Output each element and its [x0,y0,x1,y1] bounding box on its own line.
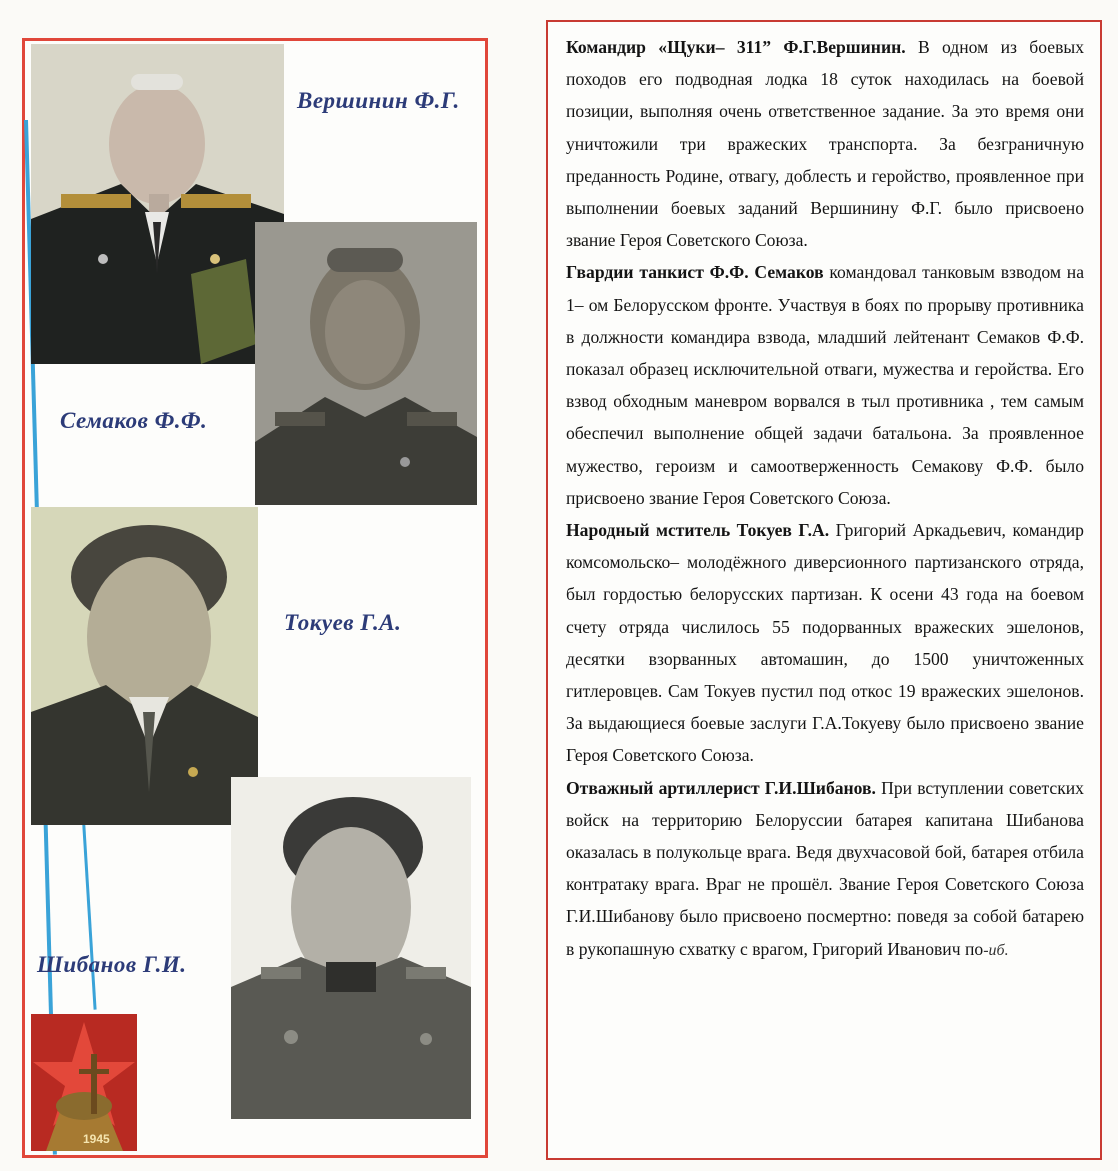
paragraph-body: При вступлении советских войск на территорию Белоруссии батарея капитана Шибанова оказалась в полукольце врага. Ведя двухчасовой бой, батарея отбила контратаку врага. Враг не прошёл. Звание Героя Советского Союза Г.И.Шибанову было присвоено посмертно: поведя за собой батарею в рукопашную схватку с врагом, Григорий Иванович по [566,777,1084,959]
victory-emblem [31,1014,137,1151]
paragraph-tokuev [566,514,1084,772]
continuation-mark: -иб. [983,941,1009,959]
paragraph-heading: Отважный артиллерист Г.И.Шибанов. [566,777,876,798]
portrait-photo-tokuev [31,507,258,825]
paragraph-semakov [566,256,1084,514]
biography-text-panel [546,20,1102,1160]
portrait-name-tokuev: Токуев Г.А. [284,610,402,635]
paragraph-body: командовал танковым взводом на 1– ом Белорусском фронте. Участвуя в боях по прорыву противника в должности командира взвода, младший лейтенант Семаков Ф.Ф. показал образец исключительной отваги, мужества и геройства. Его взвод обходным маневром ворвался в тыл противника , тем самым обеспечил выполнение общей задачи батальона. За проявленное мужество, героизм и самоотверженность Семакову Ф.Ф. было присвоено звание Героя Советского Союза. [566,262,1084,508]
portrait-name-semakov: Семаков Ф.Ф. [60,408,208,433]
portrait-photo-vershinin [31,44,284,364]
paragraph-body: Григорий Аркадьевич, командир комсомольско– молодёжного диверсионного партизанского отряда, был гордостью белорусских партизан. К осени 43 года на боевом счету отряда числилось 55 подорванных вражеских эшелонов, десятки взорванных автомашин, до 1500 уничтоженных гитлеровцев. Сам Токуев пустил под откос 19 вражеских эшелонов. За выдающиеся боевые заслуги Г.А.Токуеву было присвоено звание Героя Советского Союза. [566,520,1084,766]
portrait-photo-shibanov [231,777,471,1119]
paragraph-vershinin [566,31,1084,256]
paragraph-body: В одном из боевых походов его подводная лодка 18 суток находилась на боевой позиции, выполняя очень ответственное задание. За это время они уничтожили три вражеских транспорта. За безграничную преданность Родине, отвагу, доблесть и геройство, проявленное при выполнении боевых заданий Вершинину Ф.Г. было присвоено звание Героя Советского Союза. [566,37,1084,251]
paragraph-heading: Командир «Щуки– 311” Ф.Г.Вершинин. [566,37,906,57]
portrait-name-vershinin: Вершинин Ф.Г. [297,88,460,113]
paragraph-heading: Гвардии танкист Ф.Ф. Семаков [566,262,824,283]
emblem-year: 1945 [83,1132,110,1146]
paragraph-shibanov [566,772,1084,967]
biography-text [566,31,1084,967]
portrait-photo-semakov [255,222,477,505]
portrait-name-shibanov: Шибанов Г.И. [37,952,187,977]
paragraph-heading: Народный мститель Токуев Г.А. [566,520,830,541]
